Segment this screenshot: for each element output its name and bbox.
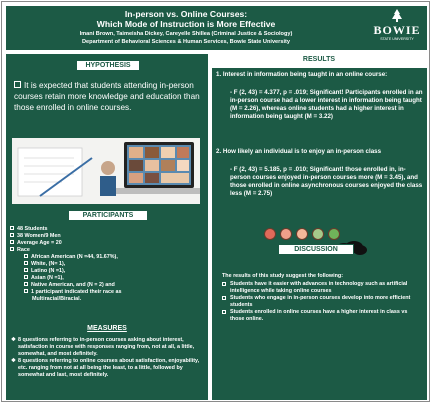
list-item: 38 Women/9 Men [10, 233, 206, 240]
poster [1, 1, 430, 402]
logo-subtext: STATE UNIVERSITY [380, 37, 414, 41]
measures-list [10, 337, 208, 379]
result-2-body: - F (2, 43) = 5.185, p = .010; Significant! those enrolled in, in-person courses enjoyed in-person courses more (M = 3.45), and those enrolled in online asynchronous courses enjoyed the class less (M = 2.75) [230, 166, 423, 197]
checkbox-icon [24, 268, 28, 272]
discussion-intro: The results of this study suggest the following: [222, 273, 343, 279]
logo-word: BOWIE [373, 23, 421, 37]
left-column [6, 54, 208, 400]
checkbox-icon [24, 261, 28, 265]
discussion-heading: DISCUSSION [278, 244, 354, 255]
result-1-body: - F (2, 43) = 4.377, p = .019; Significant! Participants enrolled in an in-person course had a lower interest in information being taught (M = 2.26), whereas online students had a higher interest in information being taught (M = 3.22) [230, 89, 423, 120]
list-item: African American (N =44, 91.67%), [10, 254, 206, 261]
checkbox-icon [222, 296, 226, 300]
list-item: Native American, and (N = 2) and [10, 282, 206, 289]
checkbox-icon [222, 282, 226, 286]
list-item: Students enrolled in online courses have a higher interest in class vs those online. [222, 309, 422, 323]
sad-face-icon [280, 228, 292, 240]
list-item: White, (N= 1), [10, 261, 206, 268]
poster-header [6, 6, 427, 50]
measures-heading: MEASURES [87, 325, 127, 332]
authors: Imani Brown, Taimeisha Dickey, Careyelle Shillea (Criminal Justice & Sociology) [79, 31, 293, 37]
checkbox-icon [24, 275, 28, 279]
department: Department of Behavioral Sciences & Human Services, Bowie State University [82, 39, 290, 45]
discussion-list [222, 281, 422, 323]
list-item: ❖ 8 questions referring to in-person courses asking about interest, satisfaction in course with responses ranging from, not at all, a little, somewhat, and most definitely. [11, 337, 195, 357]
list-item: Students who engage in in-person courses develop into more efficient students [222, 295, 422, 309]
result-1-title: 1. Interest in information being taught in an online course: [216, 71, 388, 78]
checkbox-icon [222, 310, 226, 314]
participants-list [10, 226, 206, 303]
results-heading: RESULTS [288, 54, 350, 66]
list-item: Race [10, 247, 206, 254]
list-item-continuation: Multiracial/Biracial. [32, 296, 82, 302]
study-illustration-icon [12, 138, 200, 204]
smile-face-icon [312, 228, 324, 240]
neutral-face-icon [296, 228, 308, 240]
result-2-title: 2. How likely an individual is to enjoy an in-person class [216, 148, 382, 155]
hypothesis-heading: HYPOTHESIS [76, 60, 140, 71]
list-item: ❖ 8 questions referring to online courses about satisfaction, enjoyability, etc. ranging from not at all being the least, to a little, followed by somewhat and last, most definitely. [11, 358, 200, 378]
bowie-logo [370, 8, 424, 48]
classroom-illustration [12, 138, 200, 204]
right-column [212, 54, 427, 400]
list-item: 48 Students [10, 226, 206, 233]
diamond-bullet-icon: ❖ [11, 337, 16, 343]
diamond-bullet-icon: ❖ [11, 358, 16, 364]
poster-title-line1: In-person vs. Online Courses: [124, 9, 248, 19]
list-item: Average Age = 20 [10, 240, 206, 247]
checkbox-icon [10, 233, 14, 237]
participants-heading: PARTICIPANTS [68, 210, 148, 221]
list-item: Latino (N =1), [10, 268, 206, 275]
checkbox-icon [10, 226, 14, 230]
checkbox-icon [10, 247, 14, 251]
list-item: Asian (N =1), [10, 275, 206, 282]
list-item: Students have it easier with advances in technology such as artificial intelligence while taking online courses [222, 281, 422, 295]
list-item: 1 participant indicated their race as [10, 289, 206, 296]
hypothesis-text: It is expected that students attending in-person courses retain more knowledge and education than those enrolled in online courses. [14, 81, 200, 112]
happy-face-icon [328, 228, 340, 240]
checkbox-icon [10, 240, 14, 244]
checkbox-icon [24, 282, 28, 286]
angry-face-icon [264, 228, 276, 240]
checkbox-icon [24, 289, 28, 293]
checkbox-icon [24, 254, 28, 258]
checkbox-icon [14, 81, 21, 88]
crest-icon [370, 8, 424, 24]
poster-title-line2: Which Mode of Instruction is More Effective [96, 19, 276, 29]
